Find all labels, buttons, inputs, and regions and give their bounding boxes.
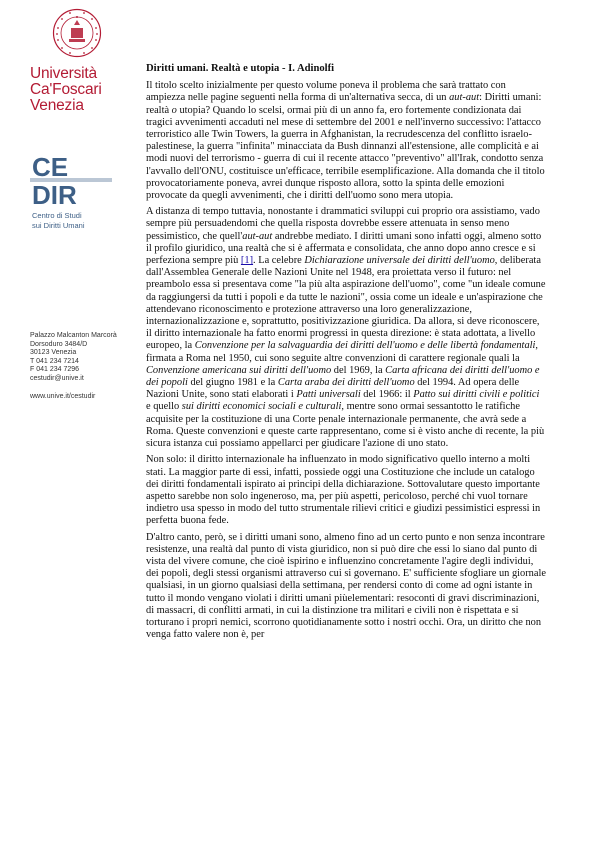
italic-run: Convenzione americana sui diritti dell'uomo (146, 364, 332, 376)
article (146, 63, 546, 645)
website-link[interactable]: www.unive.it/cestudir (30, 392, 96, 400)
contact-block (30, 332, 140, 401)
university-name-line-2: Ca'Foscari (30, 81, 102, 98)
cestudir-logo-letters-bottom: DIR (32, 180, 77, 210)
contact-line: F 041 234 7296 (30, 366, 80, 374)
italic-run: Patti universali (296, 389, 361, 401)
text-run: del giugno 1981 e la (187, 377, 278, 389)
text-run: utopia? Quando lo scelsi, ormai più di un anno fa, ero fortemente condizionata dai tragici avvenimenti accaduti nel mese di settembre del 2001 e nell'inverno successivo: l'attacco terroristico alle Twin Towers, la guerra in Afghanistan, la recrudescenza del conflitto israelo-palestinese, la guerra "infinita" minacciata da Bush dinnanzi all'estensione, alle complicità e ai modi nuovi del terrorismo - guerra di cui il recente attacco "preventivo" all'Irak, condotto senza l'avvallo dell'ONU, costituisce un'efficace, terribile esemplificazione. Alla domanda che il titolo provocatoriamente poneva, avrei dunque risposto allora, sotto la spinta delle emozioni provocate da quegli avvenimenti, che i diritti dell'uomo sono mera utopia. (146, 104, 545, 202)
contact-line: 30123 Venezia (30, 349, 77, 357)
text-run: . La celebre (253, 255, 305, 267)
italic-run: Dichiarazione universale dei diritti dell'uomo (304, 255, 495, 267)
text-run: , firmata a Roma nel 1950, cui sono seguite altre convenzioni di carattere regionale quali la (146, 340, 539, 364)
text-run: Il titolo scelto inizialmente per questo volume poneva il problema che sarà trattato con ampiezza nelle pagine seguenti nella forma di un'alternativa secca, di un (146, 80, 506, 104)
contact-line: T 041 234 7214 (30, 357, 79, 365)
text-run: andrebbe mediato. I diritti umani sono infatti oggi, almeno sotto il profilo giuridico, una realtà che si è affermata e consolidata, che anno dopo anno cresce e si perfeziona sempre più (146, 230, 542, 267)
cestudir-logo-caption-1: Centro di Studi (32, 211, 82, 220)
paragraph-1 (146, 80, 546, 202)
text-run: del 1966: il (360, 389, 414, 401)
text-run: del 1969, la (331, 364, 386, 376)
text-run: , deliberata dall'Assemblea Generale delle Nazioni Unite nel 1948, era proiettata verso il futuro: nel preambolo essa si presentava come "la più alta aspirazione dell'uomo", come "un ideale comune da raggiungersi da tutti i popoli e da tutte le nazioni", ossia come un ideale e un'aspirazione che attendevano riconoscimento e protezione attraverso una loro generalizzazione, internazionalizzazione e, soprattutto, positivizzazione giuridica. Da allora, si deve riconoscere, il diritto internazionale ha fatto enormi progressi in questa direzione: è stata adottata, a livello europeo, la (146, 255, 546, 352)
italic-run: Patto sui diritti civili e politici (413, 389, 540, 401)
paragraph-4: D'altro canto, però, se i diritti umani sono, almeno fino ad un certo punto e non senza incontrare resistenze, una realtà dal punto di vista giuridico, non si può dire che essi lo siano dal punto di vista del vivere comune, che cioè ispirino e influenzino concretamente l'agire degli individui, dei popoli, degli stessi organismi attraverso cui si governano. E' sufficiente sfogliare un giornale qualsiasi, in un giorno qualsiasi della settimana, per rendersi conto di come ad ogni istante in tutto il mondo vengano violati i diritti umani piùelementari: resoconti di gravi discriminazioni, di massacri, di conflitti armati, in cui la distinzione tra militari e civili non è rispettata e si torturano i propri nemici, scorrono quotidianamente sotto i nostri occhi. Ora, un diritto che non venga fatto valere non è, per (146, 531, 546, 641)
university-name-line-1: Università (30, 65, 97, 82)
contact-line: Palazzo Malcanton Marcorà (30, 332, 117, 339)
university-name-line-3: Venezia (30, 97, 84, 114)
italic-run: sui diritti economici sociali e culturali (181, 401, 342, 413)
italic-run: aut-aut (242, 230, 273, 242)
cestudir-logo-caption-2: sui Diritti Umani (32, 221, 85, 230)
sidebar (0, 0, 140, 842)
italic-run: Carta africana dei diritti dell'uomo e dei popoli (146, 364, 540, 389)
italic-run: o (171, 104, 177, 116)
italic-run: Convenzione per la salvaguardia dei diritti dell'uomo e delle libertà fondamentali (194, 340, 536, 352)
paragraph-3: Non solo: il diritto internazionale ha influenzato in modo significativo quello interno a molti stati. La maggior parte di essi, infatti, possiede oggi una Costituzione che include un catalogo dei diritti fondamentali ispirato ai principi della dichiarazione. Sottovalutare questo importante aspetto sarebbe non solo ingeneroso, ma, per più aspetti, pericoloso, perché chi vuol tornare indietro usa spesso in modo del tutto strumentale rilievi critici e giudizi pessimistici espressi in perfetta buona fede. (146, 454, 541, 527)
contact-line: Dorsoduro 3484/D (30, 340, 88, 348)
text-run: A distanza di tempo tuttavia, nonostante i drammatici sviluppi cui proprio ora assistiamo, vado sempre più persuadendomi che quella risposta dovrebbe essere attenuata in senso meno pessimistico, che quell' (146, 206, 540, 242)
text-run: , mentre sono ormai sessantotto le ratifiche acquisite per la costituzione di una Corte penale internazionale permanente, che avrà sede a Roma. Queste convenzioni e queste carte rappresentano, come si è visto anche di recente, la più sicura istanza cui possiamo appellarci per giudicare l'azione di uno stato. (146, 401, 545, 450)
contact-email[interactable]: cestudir@unive.it (30, 374, 84, 382)
cestudir-logo-letters-top: CE (32, 152, 69, 182)
paragraph-2 (146, 206, 546, 450)
italic-run: aut-aut (449, 92, 480, 104)
university-seal-icon (52, 8, 102, 58)
italic-run: Carta araba dei diritti dell'uomo (277, 377, 415, 389)
article-title: Diritti umani. Realtà e utopia - I. Adinolfi (146, 63, 335, 74)
text-run: e quello (146, 401, 182, 413)
university-name (30, 66, 135, 114)
text-run: : Diritti umani: realtà (146, 92, 542, 116)
cestudir-logo (30, 152, 112, 232)
footnote-link[interactable]: [1] (240, 255, 254, 267)
text-run: del 1994. Ad opera delle Nazioni Unite, sono stati elaborati i (146, 377, 520, 401)
